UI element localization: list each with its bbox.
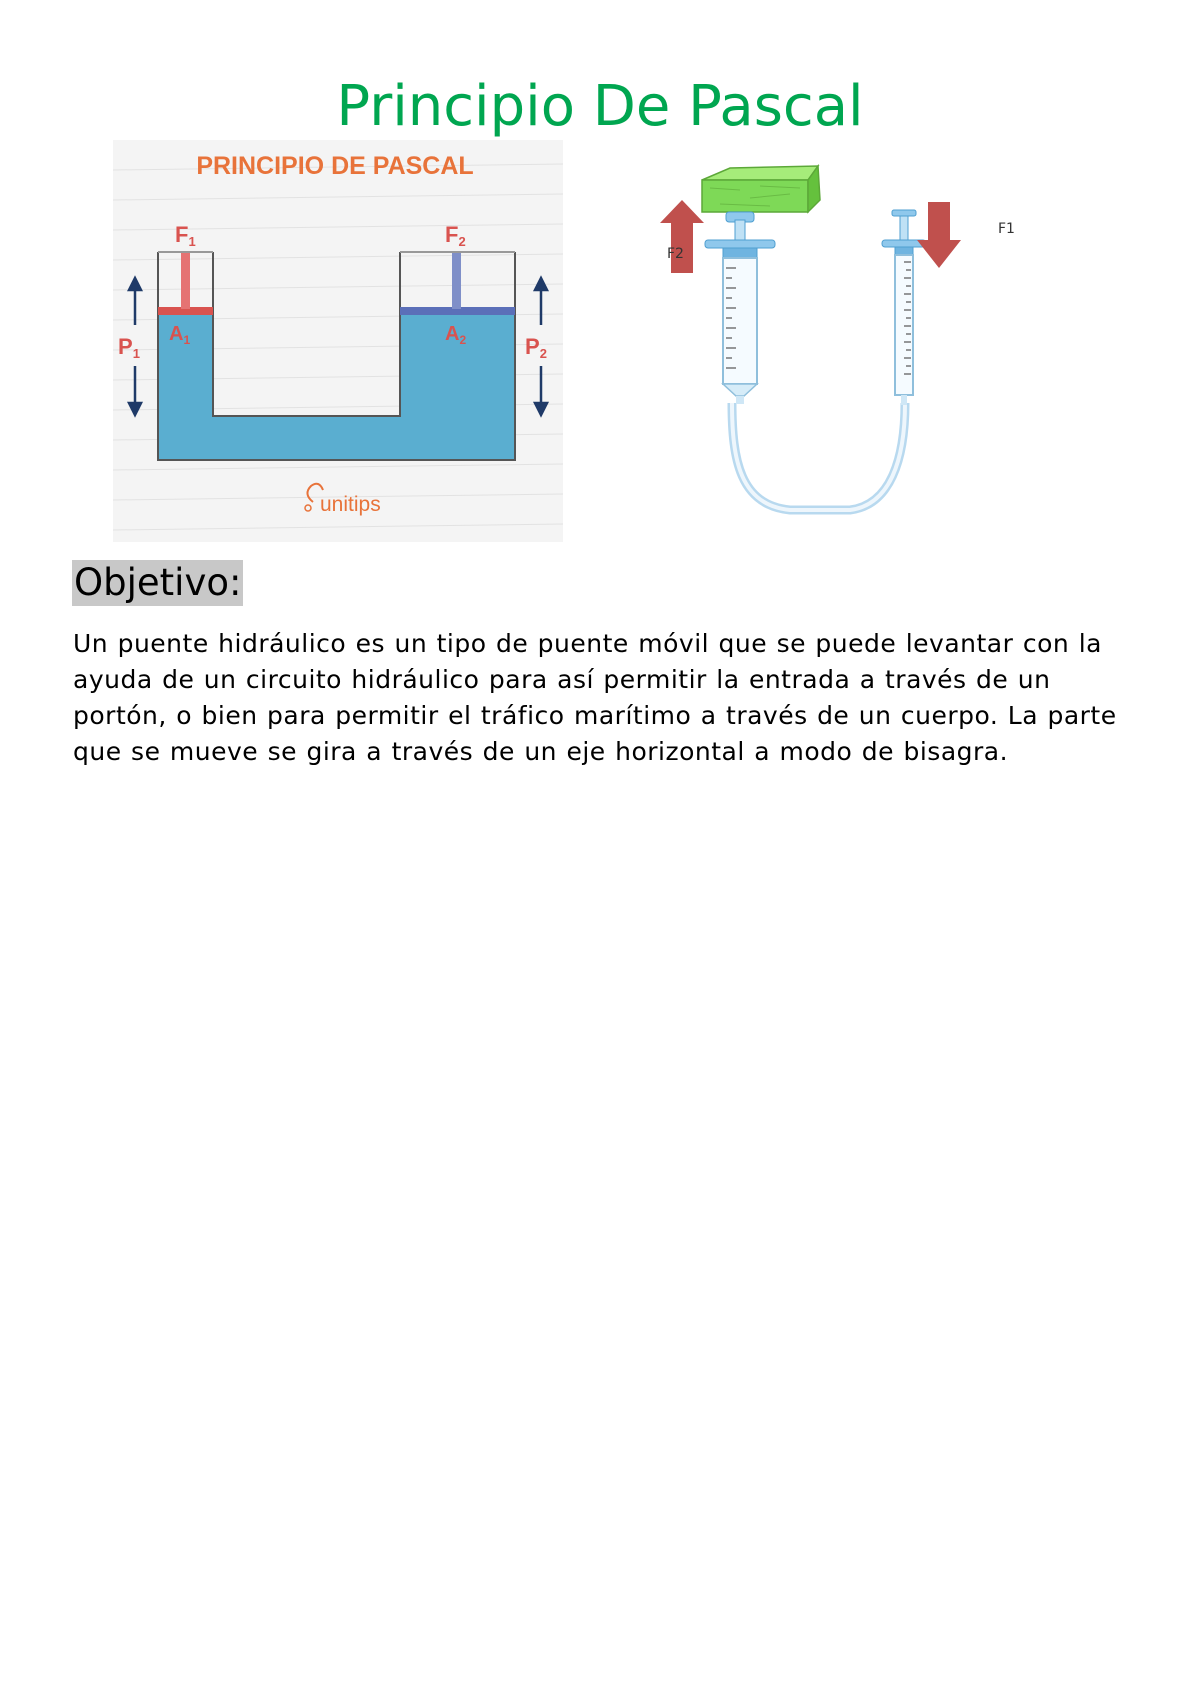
p2-label: P2 bbox=[525, 334, 547, 361]
right-piston-rod bbox=[452, 252, 461, 309]
f1-down-arrow bbox=[917, 202, 961, 268]
large-syringe bbox=[705, 212, 775, 404]
body-paragraph: Un puente hidráulico es un tipo de puente móvil que se puede levantar con la ayuda de un circuito hidráulico para así permitir la entrada a través de un portón, o bien para permitir el tráfico marítimo a través de un cuerpo. La parte que se mueve se gira a través de un eje horizontal a modo de bisagra. bbox=[73, 629, 1117, 766]
syringe-diagram-image bbox=[660, 160, 1040, 525]
f2-label: F2 bbox=[445, 222, 466, 249]
a2-label: $A_2$ bbox=[445, 323, 467, 347]
objective-heading: Objetivo: bbox=[74, 561, 242, 604]
f1-label: F1 bbox=[998, 221, 1015, 237]
p1-label: P1 bbox=[118, 334, 140, 361]
f2-label: F2 bbox=[667, 246, 684, 262]
page-title: Principio De Pascal bbox=[336, 74, 864, 139]
left-piston-rod bbox=[181, 252, 190, 309]
small-syringe bbox=[882, 210, 926, 405]
pascal-diagram-image bbox=[113, 140, 563, 542]
f2-up-arrow bbox=[660, 200, 704, 273]
f1-label: F1 bbox=[175, 222, 196, 249]
brand-text: unitips bbox=[320, 493, 381, 516]
green-block bbox=[702, 166, 820, 212]
diagram-title: PRINCIPIO DE PASCAL bbox=[196, 152, 474, 180]
a1-label: $A_1$ bbox=[169, 323, 191, 347]
